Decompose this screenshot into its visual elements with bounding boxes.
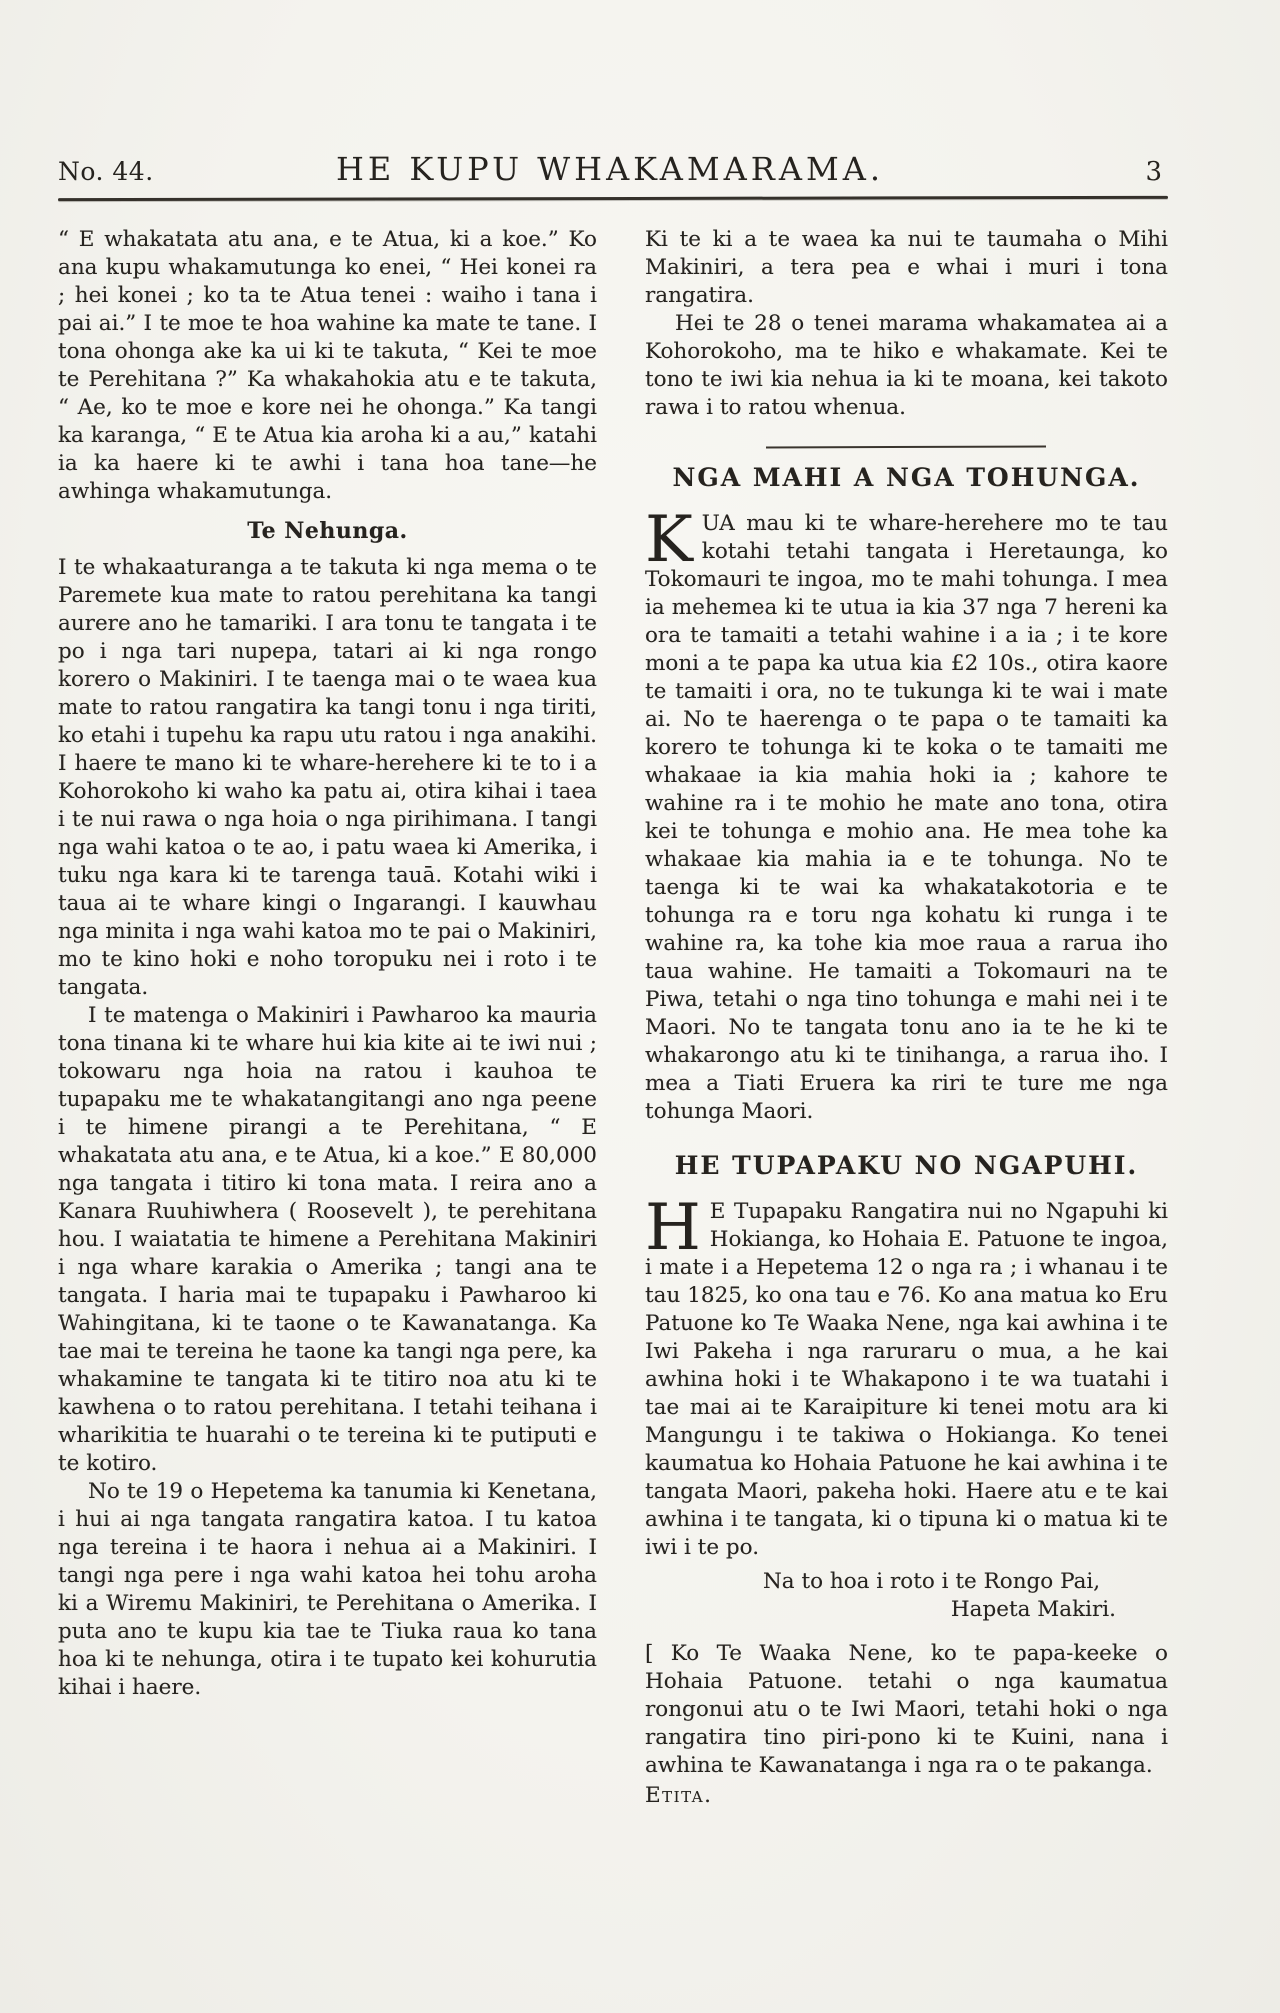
paragraph-tohunga [644,503,1168,1126]
paragraph-mihi-makiniri: Ki te ki a te waea ka nui te taumaha o Mihi Makiniri, a tera pea e whai i muri i tona rangatira. [644,227,1168,308]
header-rule [58,196,1168,201]
editor-signature-text: Etita. [644,1783,713,1808]
paragraph-ngapuhi-text: E Tupapaku Rangatira nui no Ngapuhi ki Hokianga, ko Hohaia E. Patuone te ingoa, i mate i a Hepetema 12 o nga ra ; i whanau i te tau 1825, ko ona tau e 76. Ko ana matua ko Eru Patuone ko Te Waaka Nene, nga kai awhina i te Iwi Pakeha i nga raruraru o mua, a he kai awhina hoki i te Whakapono i te wa tuatahi i tae mai ai te Karaipiture ki tenei motu ara ki Mangungu i te takiwa o Hokianga. Ko tenei kaumatua ko Hohaia Patuone he kai awhina i te tangata Maori, pakeha hoki. Haere atu e te kai awhina i te tangata, ki o tipuna ki o matua ki te iwi i te po. [644,1199,1168,1560]
paragraph-ngapuhi [644,1191,1168,1562]
section-heading-te-nehunga: Te Nehunga. [247,518,408,544]
section-divider-rule [766,446,1046,449]
paragraph-kohorokoho: Hei te 28 o tenei marama whakamatea ai a Kohorokoho, ma te hiko e whakamate. Kei te tono te iwi kia nehua ia ki te moana, kei takoto rawa i to ratou whenua. [644,311,1168,420]
drop-cap-h: H [644,1191,701,1265]
article-columns [58,226,1168,1810]
paragraph-mourning: I te whakaaturanga a te takuta ki nga mema o te Paremete kua mate to ratou perehitana ka tangi aurere ano he tamariki. I ara tonu te tangata i te po i nga tari nupepa, tatari ai ki nga rongo korero o Makiniri. I te taenga mai o te waea kua mate to ratou rangatira ka tangi tonu i nga tiriti, ko etahi i tupehu ka rapu utu ratou i nga anakihi. I haere te mano ki te whare-herehere ki te to i a Kohorokoho ki waho ka patu ai, otira kihai i taea i te nui rawa o nga hoia o nga pirihimana. I tangi nga wahi katoa o te ao, i patu waea ki Amerika, i tuku nga kara ki te tarenga tauā. Kotahi wiki i taua ai te whare kingi o Ingarangi. I kauwhau nga minita i nga wahi katoa mo te pai o Makiniri, mo te kino hoki e noho toropuku nei i roto i te tangata. [58,555,597,1000]
page-number: 3 [1145,157,1162,187]
page-header [58,150,1168,188]
masthead-title: HE KUPU WHAKAMARAMA. [335,150,885,188]
paragraph-burial: No te 19 o Hepetema ka tanumia ki Kenetana, i hui ai nga tangata rangatira katoa. I tu katoa nga tereina i te haora i nehua ai a Makiniri. I tangi nga pere i nga wahi katoa hei tohu aroha ki a Wiremu Makiniri, te Perehitana o Amerika. I puta ano te kupu kia tae te Tiuka raua ko tana hoa ki te nehunga, otira i te tupato kei kohurutia kihai i haere. [58,1479,597,1700]
paragraph-lying-in-state: I te matenga o Makiniri i Pawharoo ka mauria tona tinana ki te whare hui kia kite ai te iwi nui ; tokowaru nga hoia na ratou i kauhoa te tupapaku me te whakatangitangi ano nga peene i te himene pirangi a te Perehitana, “ E whakatata atu ana, e te Atua, ki a koe.” E 80,000 nga tangata i titiro ki tona mata. I reira ano a Kanara Ruuhiwhera ( Roosevelt ), te perehitana hou. I waiatatia te himene a Perehitana Makiniri i nga whare karakia o Amerika ; tangi ana te tangata. I haria mai te tupapaku i Pawharoo ki Wahingitana, ki te taone o te Kawanatanga. Ka tae mai te tereina he taone ka tangi nga pere, ka whakamine te tangata ki te titiro noa atu ki te kawhena o to ratou perehitana. I tetahi teihana i wharikitia te huarahi o te tereina ki te putiputi e te kotiro. [58,1003,597,1476]
paragraph-tohunga-text: UA mau ki te whare-herehere mo te tau kotahi tetahi tangata i Heretaunga, ko Tokomauri te ingoa, mo te mahi tohunga. I mea ia mehemea ki te utua ia kia 37 nga 7 hereni ka ora te tamaiti a tetahi wahine i a ia ; i te kore moni a te papa ka utua kia £2 10s., otira kaore te tamaiti i ora, no te tukunga ki te wai i mate ai. No te haerenga o te papa o te tamaiti ka korero te tohunga ki te koka o te tamaiti me whakaae ia kia mahia hoki ia ; kahore te wahine ra i te mohio he mate ano tona, otira kei te tohunga e mohio ana. He mea tohe ka whakaae kia mahia ia e te tohunga. No te taenga ki te wai ka whakatakotoria e te tohunga ra e toru nga kohatu ki runga i te wahine ra, ka tohe kia moe raua a rarua iho taua wahine. He tamaiti a Tokomauri na te Piwa, tetahi o nga tino tohunga e mahi nei i te Maori. No te tangata tonu ano ia te he ki te whakarongo atu ki te tinihanga, a rarua iho. I mea a Tiati Eruera ka riri te ture me nga tohunga Maori. [644,511,1168,1124]
editor-signature [645,1782,1168,1810]
issue-number: No. 44. [58,157,154,186]
right-column [645,226,1168,1810]
editor-note: [ Ko Te Waaka Nene, ko te papa-keeke o Hohaia Patuone. tetahi o nga kaumatua rongonui atu o te Iwi Maori, tetahi hoki o nga rangatira tino piri-pono ki te Kuini, nana i awhina te Kawanatanga i nga ra o te pakanga. [644,1641,1168,1778]
signature-name: Hapeta Makiri. [950,1597,1116,1622]
section-heading-nga-mahi: NGA MAHI A NGA TOHUNGA. [672,463,1141,492]
left-column [58,226,597,1810]
signature-line: Na to hoa i roto i te Rongo Pai, [762,1569,1101,1594]
paragraph-deathbed: “ E whakatata atu ana, e te Atua, ki a koe.” Ko ana kupu whakamutunga ko enei, “ Hei konei ra ; hei konei ; ko ta te Atua tenei : waiho i tana i pai ai.” I te moe te hoa wahine ka mate te tane. I tona ohonga ake ka ui ki te takuta, “ Kei te moe te Perehitana ?” Ka whakahokia atu e te takuta, “ Ae, ko te moe e kore nei he ohonga.” Ka tangi ka karanga, “ E te Atua kia aroha ki a au,” katahi ia ka haere ki te awhi i tana hoa tane—he awhinga whakamutunga. [58,227,597,504]
drop-cap-k: K [644,503,693,577]
section-heading-he-tupapaku: HE TUPAPAKU NO NGAPUHI. [674,1151,1139,1180]
